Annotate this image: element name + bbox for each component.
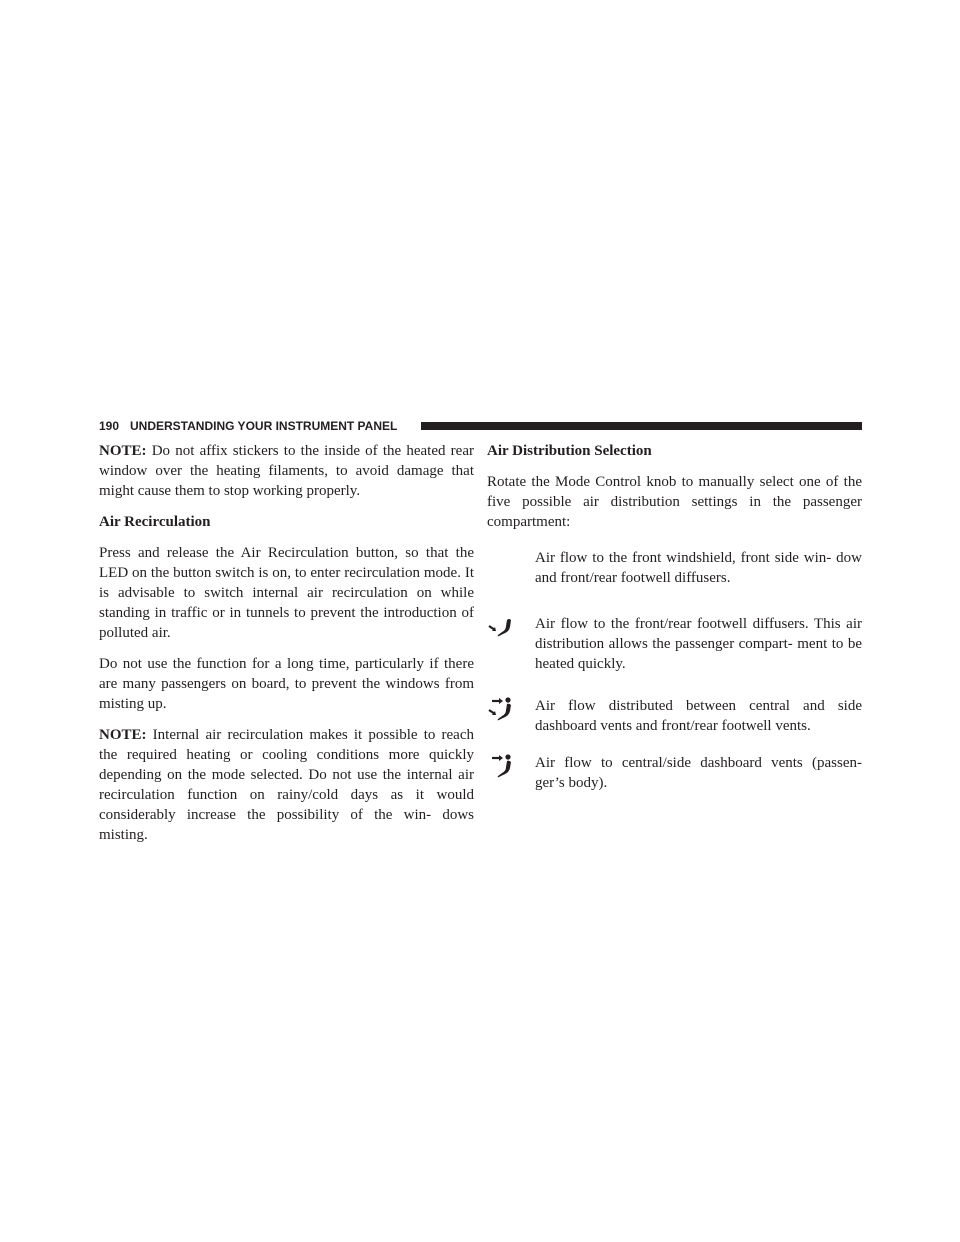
note-text: Internal air recirculation makes it possible to reach the required heating or cooling conditions more quickly depending on the mode selected. Do not use the internal air recirculation function on rainy/cold days as it would considerably increase the possibility of the win- dows misting. (99, 727, 474, 843)
section-title: UNDERSTANDING YOUR INSTRUMENT PANEL (130, 419, 398, 433)
mode-description: Air flow to central/side dashboard vents (passen- ger’s body). (535, 755, 862, 791)
note-text: Do not affix stickers to the inside of the heated rear window over the heating filaments, to avoid damage that might cause them to stop working properly. (99, 443, 474, 499)
mode-footwell (487, 614, 862, 674)
page-number: 190 (99, 419, 120, 433)
note-heated-window (99, 441, 474, 501)
heading-air-distribution: Air Distribution Selection (487, 443, 652, 459)
bilevel-mode-icon (487, 696, 515, 724)
header-rule (421, 422, 862, 430)
mode-description: Air flow distributed between central and side dashboard vents and front/rear footwell vents. (535, 698, 862, 734)
page-header (99, 417, 862, 435)
paragraph-distribution-intro: Rotate the Mode Control knob to manually select one of the five possible air distribution settings in the passenger compartment: (487, 474, 862, 530)
footwell-mode-icon (487, 614, 515, 642)
mode-panel (487, 753, 862, 793)
mode-description: Air flow to the front windshield, front side win- dow and front/rear footwell diffusers. (535, 550, 862, 586)
left-column (99, 441, 474, 845)
windshield-footwell-mode-icon (487, 548, 515, 576)
mode-bilevel (487, 696, 862, 736)
note-recirculation (99, 725, 474, 845)
paragraph-recirculation-warning: Do not use the function for a long time, particularly if there are many passengers on board, to prevent the windows from misting up. (99, 656, 474, 712)
note-label: NOTE: (99, 443, 147, 459)
mode-windshield-footwell (487, 548, 862, 588)
heading-air-recirculation: Air Recirculation (99, 514, 211, 530)
right-column (487, 441, 862, 793)
panel-mode-icon (487, 753, 515, 781)
note-label: NOTE: (99, 727, 147, 743)
paragraph-recirculation-usage: Press and release the Air Recirculation button, so that the LED on the button switch is on, to enter recirculation mode. It is advisable to switch internal air recirculation on while standing in traffic or in tunnels to prevent the introduction of polluted air. (99, 545, 474, 641)
mode-description: Air flow to the front/rear footwell diffusers. This air distribution allows the passenger compart- ment to be heated quickly. (535, 616, 862, 672)
